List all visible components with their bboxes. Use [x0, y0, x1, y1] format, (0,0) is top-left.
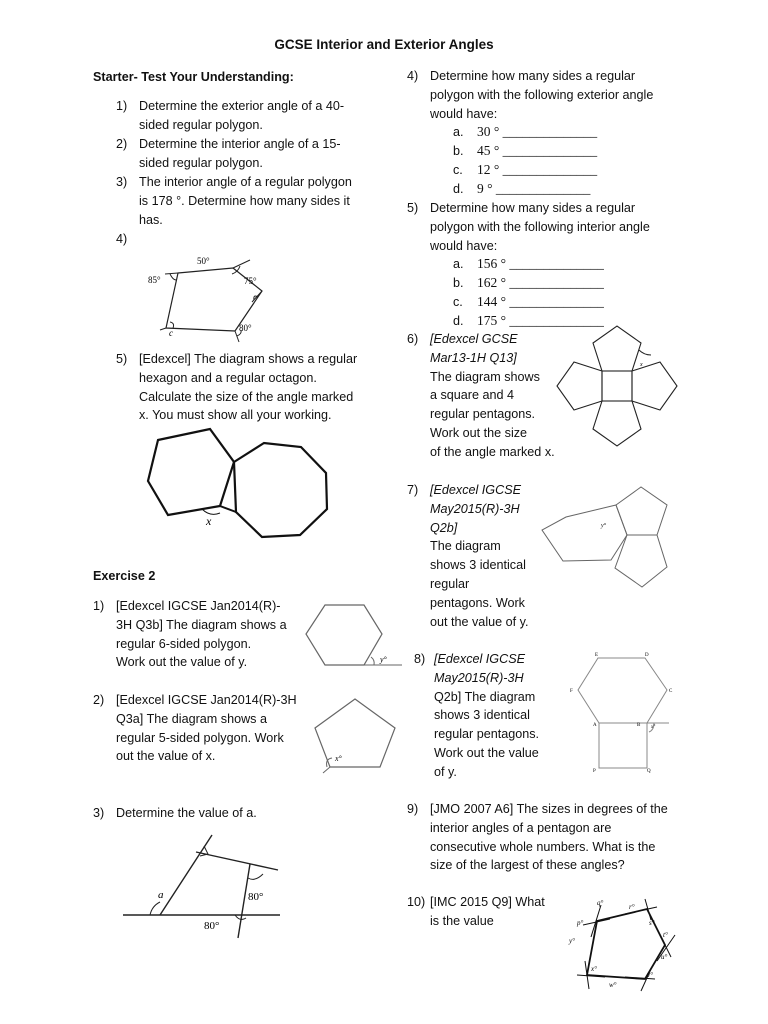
q-number: 6) [407, 332, 419, 346]
q-line: hexagon and a regular octagon. [139, 370, 317, 385]
starter-heading: Starter- Test Your Understanding: [93, 70, 294, 84]
q-line: Q2b] [430, 520, 458, 535]
three-pentagons-diagram [545, 485, 685, 597]
star-pentagon-diagram [565, 895, 685, 995]
q-line: sided regular polygon. [139, 117, 263, 132]
q-line: Work out the value of y. [116, 655, 248, 670]
angle-label: x° [591, 965, 597, 973]
point-label: B [637, 723, 641, 728]
q-number: 1) [116, 99, 128, 113]
q-line: a square and 4 [430, 388, 515, 403]
q-number: 4) [116, 232, 128, 246]
angle-label: 80° [248, 891, 264, 903]
q-line: May2015(R)-3H [434, 670, 524, 685]
q-line: The diagram [430, 539, 501, 554]
q-line: Work out the value [434, 745, 539, 760]
q-line: Determine how many sides a regular [430, 201, 636, 215]
q-line: Determine the interior angle of a 15- [139, 137, 341, 151]
q-line: [JMO 2007 A6] The sizes in degrees of the [430, 802, 668, 816]
angle-label: 80° [239, 323, 252, 333]
q-line: would have: [430, 106, 498, 121]
q-line: out the value of y. [430, 614, 529, 629]
hexagon-diagram [300, 600, 410, 672]
point-label: Q [647, 769, 651, 774]
q-line: [Edexcel IGCSE Jan2014(R)-3H [116, 693, 297, 707]
point-label: A [593, 723, 597, 728]
angle-label: w° [609, 981, 617, 989]
q-line: out the value of x. [116, 749, 216, 764]
q-line: 3H Q3b] The diagram shows a [116, 617, 287, 632]
q-line: regular 5-sided polygon. Work [116, 730, 284, 745]
q-line: Work out the size [430, 425, 528, 440]
answer-blank[interactable]: 12 ° ______________ [477, 162, 598, 177]
angle-label: s° [649, 919, 655, 927]
q-line: interior angles of a pentagon are [430, 820, 612, 835]
answer-blank[interactable]: 175 ° ______________ [477, 313, 604, 328]
angle-label: p° [577, 919, 584, 927]
q-number: 1) [93, 599, 105, 613]
square-pentagons-diagram [560, 333, 690, 445]
q-line: [Edexcel GCSE [430, 332, 518, 346]
q-line: Determine how many sides a regular [430, 69, 636, 83]
angle-label: a [158, 889, 164, 901]
q-line: is 178 °. Determine how many sides it [139, 193, 350, 208]
q-line: The interior angle of a regular polygon [139, 175, 352, 189]
angle-label: 80° [204, 920, 220, 932]
q-number: 2) [93, 693, 105, 707]
q-line: [IMC 2015 Q9] What [430, 895, 545, 909]
point-label: F [570, 689, 573, 694]
q-line: [Edexcel IGCSE Jan2014(R)- [116, 599, 281, 613]
q-line: May2015(R)-3H [430, 501, 520, 516]
q-line: regular [430, 576, 470, 591]
answer-blank[interactable]: 162 ° ______________ [477, 275, 604, 290]
q-number: 2) [116, 137, 128, 151]
angle-label: u° [661, 953, 668, 961]
angle-label: q° [597, 899, 604, 907]
angle-label: 50° [197, 256, 210, 266]
q-line: shows 3 identical [430, 558, 526, 573]
hexagon-octagon-diagram [140, 425, 360, 545]
q-number: 7) [407, 483, 419, 497]
angle-label: y° [601, 523, 607, 529]
q-line: size of the largest of these angles? [430, 858, 625, 873]
q-line: [Edexcel IGCSE [434, 652, 525, 666]
q-line: has. [139, 212, 163, 227]
angle-label: 85° [148, 275, 161, 285]
angle-label: x [640, 362, 643, 368]
answer-blank[interactable]: 9 ° ______________ [477, 181, 591, 196]
angle-label: x° [651, 725, 656, 730]
q-line: regular pentagons. [434, 727, 540, 742]
exercise2-heading: Exercise 2 [93, 569, 156, 583]
q-line: of y. [434, 764, 457, 779]
q-number: 3) [93, 806, 105, 820]
q-line: The diagram shows [430, 369, 540, 384]
angle-label: t° [663, 931, 668, 939]
triangle-angles-diagram [120, 830, 290, 940]
q-number: 5) [407, 201, 419, 215]
q-line: Calculate the size of the angle marked [139, 389, 354, 404]
angle-label: 75° [244, 276, 257, 286]
hexagon-square-diagram [565, 648, 685, 778]
pentagon-angles-diagram [140, 250, 280, 340]
q-line: polygon with the following interior angle [430, 219, 650, 234]
point-label: E [595, 653, 599, 658]
pentagon-diagram [305, 695, 405, 775]
angle-label: y° [380, 655, 387, 664]
q-line: sided regular polygon. [139, 155, 263, 170]
answer-blank[interactable]: 30 ° ______________ [477, 124, 598, 139]
q-line: [Edexcel IGCSE [430, 483, 521, 497]
q-line: pentagons. Work [430, 595, 525, 610]
q-line: Determine the exterior angle of a 40- [139, 99, 345, 113]
q-line: [Edexcel] The diagram shows a regular [139, 352, 358, 366]
q-line: Q3a] The diagram shows a [116, 711, 267, 726]
q-line: of the angle marked x. [430, 444, 555, 459]
q-line: shows 3 identical [434, 708, 530, 723]
q-line: regular 6-sided polygon. [116, 636, 252, 651]
q-line: regular pentagons. [430, 407, 536, 422]
q-line: would have: [430, 238, 498, 253]
q-line: consecutive whole numbers. What is the [430, 839, 656, 854]
answer-blank[interactable]: 156 ° ______________ [477, 256, 604, 271]
angle-label: c [169, 328, 173, 338]
q-number: 4) [407, 69, 419, 83]
answer-blank[interactable]: 45 ° ______________ [477, 143, 598, 158]
q-line: is the value [430, 913, 494, 928]
q-number: 8) [414, 652, 426, 666]
angle-label: x [206, 514, 212, 528]
point-label: D [645, 653, 649, 658]
q-number: 3) [116, 175, 128, 189]
angle-label: y° [569, 937, 575, 945]
point-label: C [669, 689, 673, 694]
q-number: 10) [407, 895, 426, 909]
q-line: x. You must show all your working. [139, 408, 332, 423]
q-number: 9) [407, 802, 419, 816]
point-label: P [593, 769, 596, 774]
q-line: Q2b] The diagram [434, 689, 536, 704]
angle-label: v° [647, 971, 653, 979]
q-number: 5) [116, 352, 128, 366]
page-title: GCSE Interior and Exterior Angles [274, 37, 494, 52]
angle-label: r° [629, 903, 635, 911]
answer-blank[interactable]: 144 ° ______________ [477, 294, 604, 309]
q-line: Mar13-1H Q13] [430, 350, 517, 365]
q-line: Determine the value of a. [116, 806, 257, 820]
angle-label: x° [335, 754, 342, 763]
q-line: polygon with the following exterior angle [430, 87, 654, 102]
